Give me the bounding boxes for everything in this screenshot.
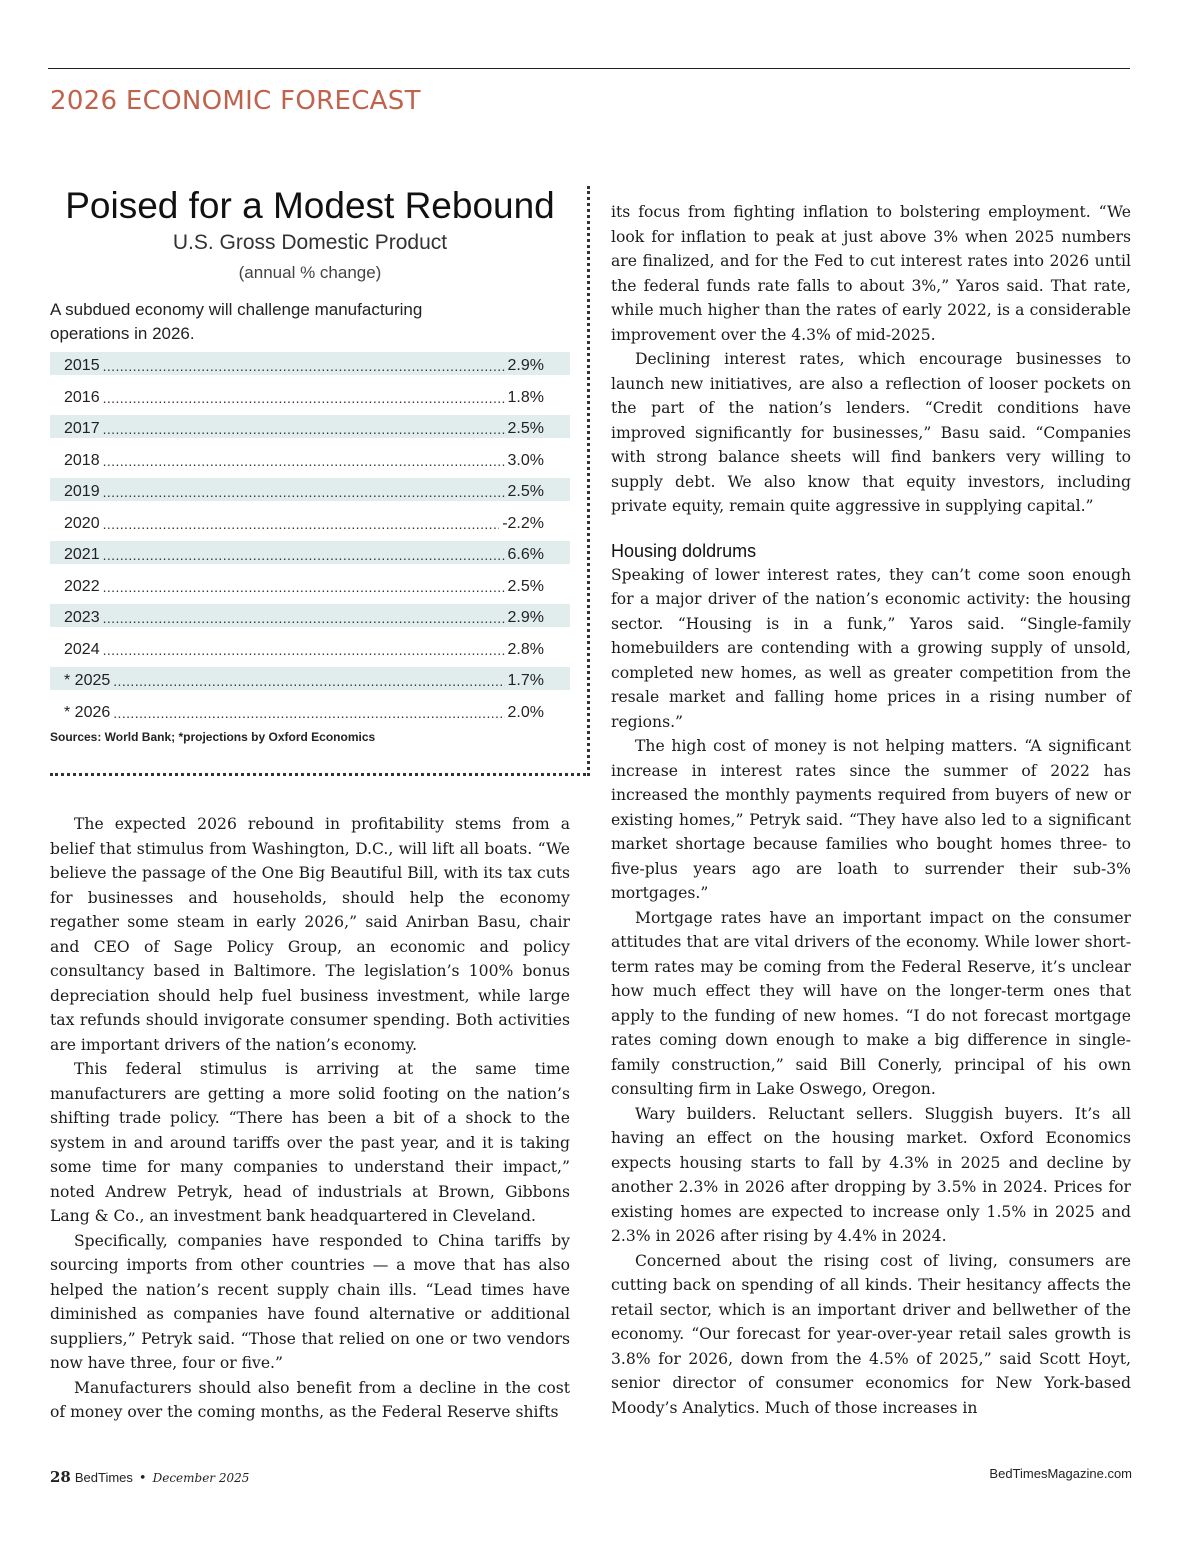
sidebar-title: Poised for a Modest Rebound [65, 185, 555, 226]
leader-dots [103, 578, 505, 596]
body-paragraph: Speaking of lower interest rates, they can’t come soon enough for a major driver of the nation’s economic activity: the housing sector. “Housing is in a funk,” Yaros said. “Single-family homebuilders are contending with a growing supply of unsold, completed new homes, as well as greater competition from the resale market and falling home prices in a rising number of regions.” [611, 565, 1131, 731]
leader-dots [103, 546, 505, 564]
leader-dots [103, 420, 505, 438]
gdp-value: 2.8% [507, 640, 544, 658]
body-paragraph: Declining interest rates, which encourage businesses to launch new initiatives, are also a reflection of looser pockets on the part of the nation’s lenders. “Credit conditions have improved significantly for businesses,” Basu said. “Companies with strong balance sheets will find bankers very willing to supply debt. We also know that equity investors, including private equity, remain quite aggressive in supplying capital.” [611, 350, 1131, 515]
leader-dots [103, 641, 505, 659]
gdp-year: 2015 [64, 357, 100, 374]
body-paragraph: The high cost of money is not helping matters. “A significant increase in interest rates since the summer of 2022 has increased the monthly payments required from buyers of new or existing homes,” Petryk said. “They have also led to a significant market shortage because families who bought homes three- to five-plus years ago are loath to surrender their sub-3% mortgages.” [611, 737, 1131, 902]
leader-dots [103, 389, 505, 407]
gdp-value: 2.9% [507, 357, 544, 374]
top-rule [48, 68, 1130, 69]
sidebar-intro: A subdued economy will challenge manufacturing operations in 2026. [50, 300, 423, 343]
leader-dots [113, 704, 504, 722]
leader-dots [103, 452, 505, 470]
gdp-value: 2.5% [507, 483, 544, 500]
gdp-row [50, 510, 570, 533]
gdp-value: 3.0% [507, 451, 544, 469]
gdp-year: 2018 [64, 451, 100, 469]
leader-dots [103, 515, 500, 533]
gdp-row [50, 415, 570, 438]
right-column-top [611, 200, 1131, 519]
gdp-row [50, 699, 570, 722]
gdp-value: 2.9% [507, 609, 544, 626]
sidebar-unit: (annual % change) [238, 263, 382, 282]
sidebar-divider-horizontal [50, 773, 586, 776]
publication-name: BedTimes [74, 1470, 133, 1485]
gdp-year: 2021 [64, 546, 100, 563]
gdp-row [50, 573, 570, 596]
gdp-row [50, 636, 570, 659]
gdp-value: 2.5% [507, 420, 544, 437]
subhead-housing-doldrums: Housing doldrums [611, 540, 757, 561]
section-header: 2026 ECONOMIC FORECAST [50, 86, 421, 116]
gdp-row [50, 541, 570, 564]
article-right-column [611, 200, 1131, 1420]
body-paragraph: Wary builders. Reluctant sellers. Sluggish buyers. It’s all having an effect on the housing market. Oxford Economics expects housing starts to fall by 4.3% in 2025 and decline by another 2.3% in 2026 after dropping by 3.5% in 2024. Prices for existing homes are expected to increase only 1.5% in 2025 and 2.3% in 2026 after rising by 4.4% in 2024. [611, 1104, 1131, 1245]
body-paragraph: The expected 2026 rebound in profitability stems from a belief that stimulus from Washington, D.C., will lift all boats. “We believe the passage of the One Big Beautiful Bill, with its tax cuts for businesses and households, should help the economy regather some steam in early 2026,” said Anirban Basu, chair and CEO of Sage Policy Group, an economic and policy consultancy based in Baltimore. The legislation’s 100% bonus depreciation should help fuel business investment, while large tax refunds should invigorate consumer spending. Both activities are important drivers of the nation’s economy. [50, 815, 570, 1054]
gdp-year: 2016 [64, 388, 100, 406]
body-paragraph: Specifically, companies have responded to China tariffs by sourcing imports from other countries — a move that has also helped the nation’s recent supply chain ills. “Lead times have diminished as companies have found alternative or additional suppliers,” Petryk said. “Those that relied on one or two vendors now have three, four or five.” [50, 1231, 570, 1372]
gdp-row [50, 604, 570, 627]
leader-dots [113, 672, 504, 690]
gdp-value: 2.5% [507, 577, 544, 595]
leader-dots [103, 609, 505, 627]
footer-website: BedTimesMagazine.com [989, 1466, 1132, 1481]
gdp-year: * 2026 [64, 703, 111, 721]
gdp-value: 6.6% [507, 546, 544, 563]
gdp-year: 2024 [64, 640, 100, 658]
gdp-row [50, 352, 570, 375]
gdp-year: 2017 [64, 420, 100, 437]
gdp-value: 2.0% [507, 703, 544, 721]
leader-dots [103, 357, 505, 375]
gdp-year: * 2025 [64, 672, 111, 689]
gdp-sidebar [50, 186, 570, 744]
body-paragraph: Mortgage rates have an important impact on the consumer attitudes that are vital drivers of the economy. While lower short-term rates may be coming from the Federal Reserve, it’s unclear how much effect they will have on the longer-term ones that apply to the funding of new homes. “I do not forecast mortgage rates coming down enough to make a big difference in single-family construction,” said Bill Conerly, principal of his own consulting firm in Lake Oswego, Oregon. [611, 908, 1131, 1098]
right-column-bottom [611, 563, 1131, 1421]
gdp-table [50, 352, 570, 722]
page-number: 28 [50, 1468, 71, 1486]
gdp-year: 2019 [64, 483, 100, 500]
article-left-column [50, 812, 570, 1425]
gdp-row [50, 478, 570, 501]
body-paragraph: This federal stimulus is arriving at the same time manufacturers are getting a more solid footing on the nation’s shifting trade policy. “There has been a bit of a shock to the system in and around tariffs over the past year, and it is taking some time for many companies to understand their impact,” noted Andrew Petryk, head of industrials at Brown, Gibbons Lang & Co., an investment bank headquartered in Cleveland. [50, 1060, 570, 1225]
gdp-year: 2020 [64, 514, 100, 532]
gdp-value: 1.7% [507, 672, 544, 689]
leader-dots [103, 483, 505, 501]
gdp-row [50, 384, 570, 407]
gdp-year: 2022 [64, 577, 100, 595]
issue-date: December 2025 [152, 1471, 250, 1485]
sidebar-source: Sources: World Bank; *projections by Oxford Economics [50, 730, 376, 744]
footer-folio [50, 1468, 249, 1486]
gdp-year: 2023 [64, 609, 100, 626]
body-paragraph: Manufacturers should also benefit from a decline in the cost of money over the coming months, as the Federal Reserve shifts [50, 1378, 570, 1421]
gdp-row [50, 447, 570, 470]
sidebar-divider-vertical [587, 186, 590, 776]
body-paragraph: Concerned about the rising cost of living, consumers are cutting back on spending of all kinds. Their hesitancy affects the retail sector, which is an important driver and bellwether of the economy. “Our forecast for year-over-year retail sales growth is 3.8% for 2026, down from the 4.5% of 2025,” said Scott Hoyt, senior director of consumer economics for New York-based Moody’s Analytics. Much of those increases in [611, 1251, 1131, 1417]
gdp-value: -2.2% [502, 514, 544, 532]
gdp-value: 1.8% [507, 388, 544, 406]
sidebar-subtitle: U.S. Gross Domestic Product [172, 231, 448, 254]
body-paragraph: its focus from fighting inflation to bolstering employment. “We look for inflation to peak at just above 3% when 2025 numbers are finalized, and for the Fed to cut interest rates into 2026 until the federal funds rate falls to about 3%,” Yaros said. That rate, while much higher than the rates of early 2022, is a considerable improvement over the 4.3% of mid-2025. [611, 203, 1131, 344]
gdp-row [50, 667, 570, 690]
footer-separator: • [138, 1471, 147, 1486]
